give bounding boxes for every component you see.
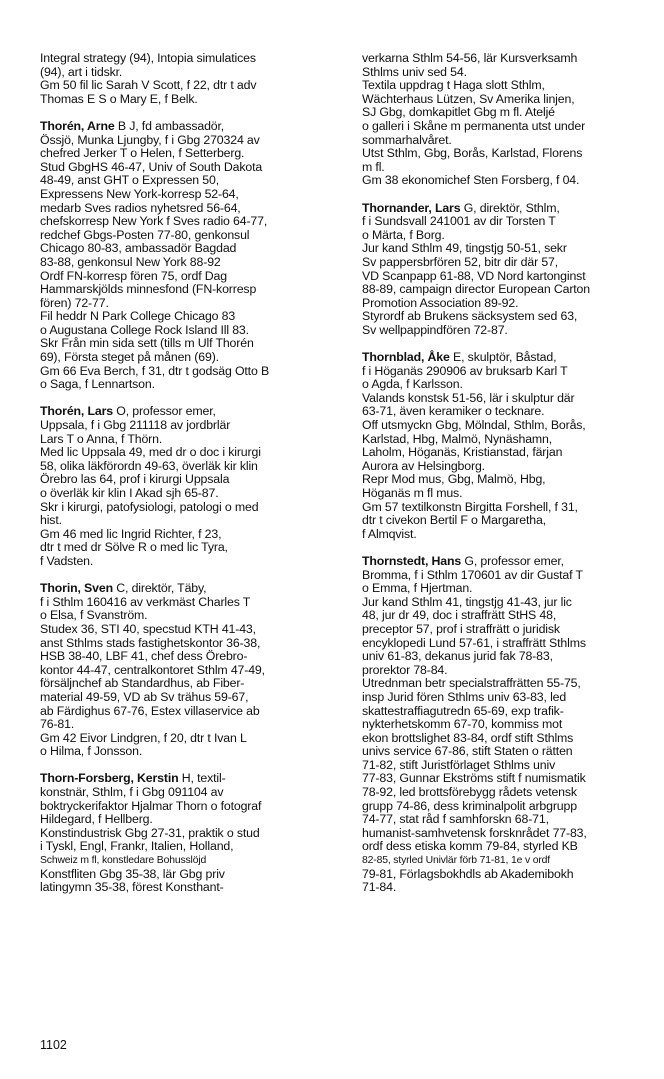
entry-text-line: Laholm, Höganäs, Kristianstad, färjan <box>362 445 563 460</box>
entry-text-line: latingymn 35-38, förest Konsthant- <box>40 880 224 895</box>
entry-text-line: o Hilma, f Jonsson. <box>40 744 143 759</box>
entry-text-line: m fl. <box>362 159 385 174</box>
right-column <box>362 52 642 908</box>
entry-text-line: ordf dess etiska komm 79-84, styrled KB <box>362 839 578 854</box>
entry-text-line: Med lic Uppsala 49, med dr o doc i kirurgi <box>40 445 261 460</box>
entry-text-line: 71-82, stift Juristförlaget Sthlms univ <box>362 757 556 772</box>
entry-text-line: Bromma, f i Sthlm 170601 av dir Gustaf T <box>362 567 583 582</box>
entry-text-line: Repr Mod mus, Gbg, Malmö, Hbg, <box>362 472 546 487</box>
entry-text-line: Aurora av Helsingborg. <box>362 458 485 473</box>
biography-entry <box>40 52 336 106</box>
entry-text-line: o Märta, f Borg. <box>362 227 445 242</box>
entry-text-line: Jur kand Sthlm 41, tingstjg 41-43, jur lic <box>362 594 572 609</box>
entry-text-line: redchef Gbgs-Posten 77-80, genkonsul <box>40 227 250 242</box>
biography-entry <box>362 52 642 188</box>
entry-text-line: Uppsala, f i Gbg 211118 av jordbrlär <box>40 418 231 433</box>
biography-entry <box>362 555 642 895</box>
entry-text-line: Sv pappersbrfören 52, bitr dir där 57, <box>362 254 559 269</box>
entry-text-line: Skr i kirurgi, patofysiologi, patologi o med <box>40 499 259 514</box>
left-column <box>40 52 336 908</box>
entry-text-line: prorektor 78-84. <box>362 662 448 677</box>
entry-text-line: Styrordf ab Brukens säcksystem sed 63, <box>362 309 578 324</box>
entry-text-line: Gm 42 Eivor Lindgren, f 20, dtr t Ivan L <box>40 730 247 745</box>
entry-text-line: Valands konstsk 51-56, lär i skulptur där <box>362 390 575 405</box>
entry-text-line: Sthlms univ sed 54. <box>362 64 467 79</box>
biography-entry <box>40 120 336 392</box>
entry-text-line: chefskorresp New York f Sves radio 64-77, <box>40 214 268 229</box>
entry-text-line: f i Höganäs 290906 av bruksarb Karl T <box>362 363 568 378</box>
entry-text-line: o Emma, f Hjertman. <box>362 581 473 596</box>
entry-text-line: Textila uppdrag t Haga slott Sthlm, <box>362 78 545 93</box>
entry-text-line: konstnär, Sthlm, f i Gbg 091104 av <box>40 785 224 800</box>
entry-text-line: Konstfliten Gbg 35-38, lär Gbg priv <box>40 866 225 881</box>
entry-text-line: encyklopedi Lund 57-61, i straffrätt Sthlms <box>362 635 586 650</box>
entry-text-line: VD Scanpapp 61-88, VD Nord kartonginst <box>362 268 586 283</box>
entry-text-line: 58, olika läkförordn 49-63, överläk kir klin <box>40 458 258 473</box>
biography-entry <box>40 582 336 759</box>
entry-text-line: Schweiz m fl, konstledare Bohusslöjd <box>40 855 207 867</box>
entry-text-line: humanist-samhvetensk forsknrådet 77-83, <box>362 825 587 840</box>
entry-text-line: Karlstad, Hbg, Malmö, Nynäshamn, <box>362 431 553 446</box>
entry-heading-line <box>40 582 336 596</box>
entry-text-line: nykterhetskomm 67-70, kommiss mot <box>362 717 563 732</box>
entry-title: G, professor emer, <box>461 553 564 568</box>
entry-text-line: Gm 50 fil lic Sarah V Scott, f 22, dtr t adv <box>40 78 257 93</box>
entry-name: Thornblad, Åke <box>362 350 450 365</box>
entry-heading-line <box>40 405 336 419</box>
entry-text-line: univ 61-83, dekanus jurid fak 78-83, <box>362 649 553 664</box>
entry-text-line: insp Jurid fören Sthlms univ 63-83, led <box>362 689 567 704</box>
entry-text-line: medarb Sves radios nyhetsred 56-64, <box>40 200 241 215</box>
entry-text-line: 82-85, styrled Univlär förb 71-81, 1e v ordf <box>362 855 551 867</box>
entry-text-line: o Elsa, f Svanström. <box>40 608 148 623</box>
entry-text-line: dtr t civekon Bertil F o Margaretha, <box>362 513 546 528</box>
entry-text-line: verkarna Sthlm 54-56, lär Kursverksamh <box>362 51 578 65</box>
entry-title: E, skulptör, Båstad, <box>449 350 557 365</box>
entry-text-line: Gm 57 textilkonstn Birgitta Forshell, f 31, <box>362 499 578 514</box>
entry-text-line: 83-88, genkonsul New York 88-92 <box>40 254 221 269</box>
entry-name: Thorn-Forsberg, Kerstin <box>40 771 179 786</box>
entry-heading-line <box>362 555 642 569</box>
entry-heading-line <box>362 351 642 365</box>
page-number: 1102 <box>40 1038 67 1052</box>
entry-text-line: i Tyskl, Engl, Frankr, Italien, Holland, <box>40 839 234 854</box>
entry-text-line: Össjö, Munka Ljungby, f i Gbg 270324 av <box>40 132 260 147</box>
entry-text-line: Gm 46 med lic Ingrid Richter, f 23, <box>40 526 222 541</box>
entry-text-line: hist. <box>40 513 62 528</box>
entry-text-line: 48, jur dr 49, doc i straffrätt StHS 48, <box>362 608 557 623</box>
entry-text-line: Gm 38 ekonomichef Sten Forsberg, f 04. <box>362 173 580 188</box>
entry-text-line: Skr Från min sida sett (tills m Ulf Thorén <box>40 336 254 351</box>
biography-entry <box>362 351 642 541</box>
entry-text-line: Utrednman betr specialstraffrätten 55-75, <box>362 676 581 691</box>
entry-text-line: 88-89, campaign director European Carton <box>362 282 590 297</box>
entry-text-line: Ordf FN-korresp fören 75, ordf Dag <box>40 268 227 283</box>
entry-text-line: Utst Sthlm, Gbg, Borås, Karlstad, Florens <box>362 146 583 161</box>
biography-entry <box>40 772 336 894</box>
entry-text-line: Hildegard, f Hellberg. <box>40 812 153 827</box>
entry-text-line: Chicago 80-83, ambassadör Bagdad <box>40 241 237 256</box>
entry-heading-line <box>40 120 336 134</box>
entry-name: Thorén, Arne <box>40 118 115 133</box>
entry-text-line: 48-49, anst GHT o Expressen 50, <box>40 173 220 188</box>
entry-text-line: f Vadsten. <box>40 553 94 568</box>
entry-text-line: SJ Gbg, domkapitlet Gbg m fl. Ateljé <box>362 105 555 120</box>
entry-text-line: f i Sthlm 160416 av verkmäst Charles T <box>40 594 251 609</box>
entry-text-line: Stud GbgHS 46-47, Univ of South Dakota <box>40 159 263 174</box>
entry-text-line: ab Färdighus 67-76, Estex villaservice ab <box>40 703 260 718</box>
entry-text-line: grupp 74-86, dess kriminalpolit arbgrupp <box>362 798 577 813</box>
entry-text-line: sommarhalvåret. <box>362 132 452 147</box>
entry-name: Thorin, Sven <box>40 581 113 596</box>
entry-text-line: o galleri i Skåne m permanenta utst under <box>362 118 586 133</box>
entry-text-line: 63-71, även keramiker o tecknare. <box>362 404 545 419</box>
entry-text-line: skattestraffiagutredn 65-69, exp trafik- <box>362 703 564 718</box>
entry-text-line: 77-83, Gunnar Ekströms stift f numismatik <box>362 771 586 786</box>
entry-text-line: 79-81, Förlagsbokhdls ab Akademibokh <box>362 866 574 881</box>
entry-text-line: 78-92, led brottsförebygg rådets vetensk <box>362 785 577 800</box>
entry-text-line: Thomas E S o Mary E, f Belk. <box>40 91 198 106</box>
entry-text-line: 69), Första steget på månen (69). <box>40 350 219 365</box>
entry-title: O, professor emer, <box>112 404 216 419</box>
entry-title: G, direktör, Sthlm, <box>460 200 560 215</box>
entry-text-line: Off utsmyckn Gbg, Mölndal, Sthlm, Borås, <box>362 418 586 433</box>
entry-text-line: Studex 36, STI 40, specstud KTH 41-43, <box>40 621 256 636</box>
entry-text-line: o Augustana College Rock Island Ill 83. <box>40 322 249 337</box>
entry-text-line: o överläk kir klin I Akad sjh 65-87. <box>40 486 219 500</box>
entry-text-line: 74-77, stat råd f samhforskn 68-71, <box>362 812 549 827</box>
entry-text-line: Promotion Association 89-92. <box>362 295 519 310</box>
entry-text-line: material 49-59, VD ab Sv trähus 59-67, <box>40 689 249 704</box>
entry-text-line: o Saga, f Lennartson. <box>40 377 155 392</box>
entry-name: Thornstedt, Hans <box>362 553 462 568</box>
entry-text-line: Wächterhaus Lützen, Sv Amerika linjen, <box>362 91 575 106</box>
entry-text-line: Gm 66 Eva Berch, f 31, dtr t godsäg Otto B <box>40 363 270 378</box>
entry-name: Thornander, Lars <box>362 200 461 215</box>
entry-text-line: kontor 44-47, centralkontoret Sthlm 47-49, <box>40 662 265 677</box>
entry-text-line: 71-84. <box>362 880 397 895</box>
entry-text-line: Fil heddr N Park College Chicago 83 <box>40 309 236 324</box>
entry-text-line: Sv wellpappindfören 72-87. <box>362 322 508 337</box>
entry-text-line: Expressens New York-korresp 52-64, <box>40 186 239 201</box>
entry-text-line: boktryckerifaktor Hjalmar Thorn o fotograf <box>40 798 262 813</box>
entry-text-line: 76-81. <box>40 717 75 732</box>
entry-title: B J, fd ambassadör, <box>114 118 225 133</box>
entry-text-line: o Agda, f Karlsson. <box>362 377 463 392</box>
entry-name: Thorén, Lars <box>40 404 113 419</box>
entry-text-line: dtr t med dr Sölve R o med lic Tyra, <box>40 540 228 555</box>
entry-text-line: Örebro las 64, prof i kirurgi Uppsala <box>40 472 230 487</box>
entry-text-line: (94), art i tidskr. <box>40 64 123 79</box>
entry-heading-line <box>40 772 336 786</box>
entry-text-line: försäljnchef ab Standardhus, ab Fiber- <box>40 676 245 691</box>
entry-text-line: univs service 67-86, stift Staten o rätten <box>362 744 573 759</box>
entry-title: H, textil- <box>178 771 226 786</box>
entry-text-line: f i Sundsvall 241001 av dir Torsten T <box>362 214 556 229</box>
entry-text-line: ekon brottslighet 83-84, ordf stift Sthlms <box>362 730 574 745</box>
entry-text-line: Höganäs m fl mus. <box>362 486 463 500</box>
entry-text-line: HSB 38-40, LBF 41, chef dess Örebro- <box>40 649 248 664</box>
entry-text-line: f Almqvist. <box>362 526 417 541</box>
entry-text-line: preceptor 57, prof i straffrätt o juridisk <box>362 621 560 636</box>
biography-entry <box>40 405 336 568</box>
entry-text-line: Integral strategy (94), Intopia simulatices <box>40 51 256 65</box>
entry-text-line: fören) 72-77. <box>40 295 109 310</box>
entry-text-line: Jur kand Sthlm 49, tingstjg 50-51, sekr <box>362 241 567 256</box>
entry-text-line: anst Sthlms stads fastighetskontor 36-38, <box>40 635 261 650</box>
entry-heading-line <box>362 202 642 216</box>
entry-text-line: Lars T o Anna, f Thörn. <box>40 431 163 446</box>
entry-text-line: Hammarskjölds minnesfond (FN-korresp <box>40 282 257 297</box>
entry-text-line: Konstindustrisk Gbg 27-31, praktik o stud <box>40 825 260 840</box>
entry-title: C, direktör, Täby, <box>112 581 207 596</box>
biography-entry <box>362 202 642 338</box>
entry-text-line: chefred Jerker T o Helen, f Setterberg. <box>40 146 245 161</box>
